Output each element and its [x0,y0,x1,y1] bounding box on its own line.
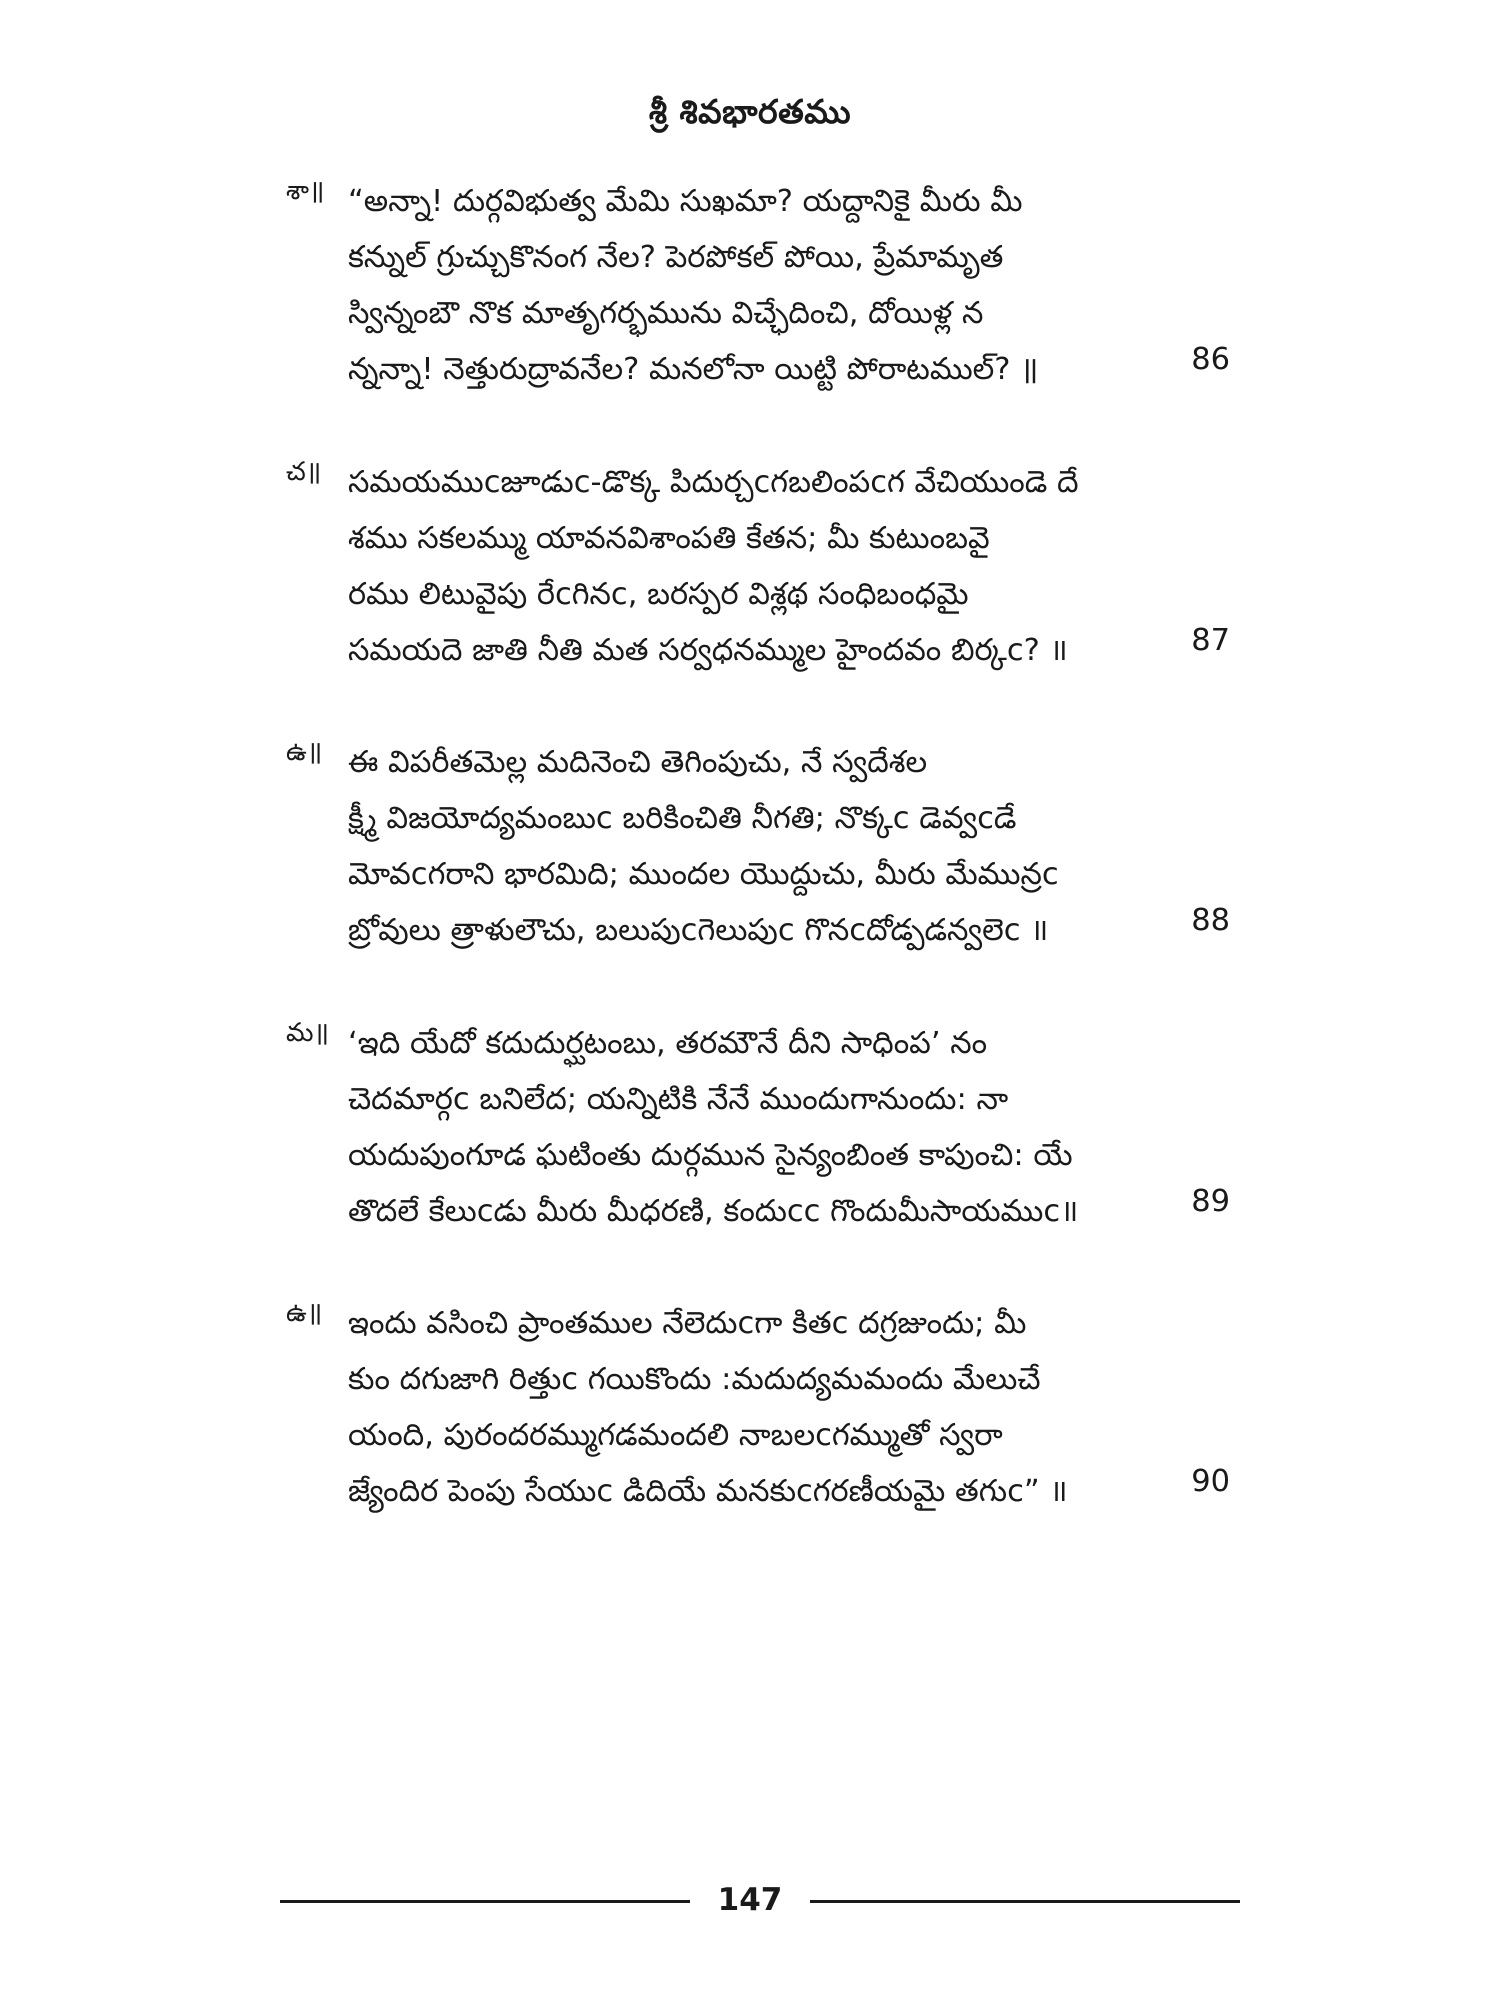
verse-number: 88 [1191,903,1230,938]
verse-line: న్నన్నా! నెత్తురుద్రావనేల? మనలోనా యిట్టి పోరాటముల్? ॥ [348,352,1039,387]
verse-meter: శా॥ [286,176,325,206]
page-footer [280,1880,1240,1920]
page-title: శ్రీ శివభారతము [648,92,852,131]
verse-line: సమయముcజూడుc-డొక్క పిదుర్చcగబలింపcగ వేచియుండె దే [348,465,1079,500]
footer-rule-left [280,1900,690,1903]
verse-line: కన్నుల్ గ్రుచ్చుకొనంగ నేల? పెరపోకల్ పోయి, ప్రేమామృత [348,240,1004,275]
verse-line: “అన్నా! దుర్గవిభుత్వ మేమి సుఖమా? యద్దానికై మీరు మీ [348,184,1023,219]
verse-line: కుం దగుజాగి రిత్తుc గయికొందు :మదుద్యమమందు మేలుచే [348,1362,1041,1397]
verse-line: బ్రోవులు త్రాళులౌచు, బలుపుcగెలుపుc గొనcదోడ్పడన్వలెc ॥ [348,913,1049,948]
verse-number: 89 [1191,1184,1230,1219]
verse-line: తొదలే కేలుcడు మీరు మీధరణి, కందుcc గొందుమీసాయముc॥ [348,1194,1079,1229]
verse-line: యదుపుంగూడ ఘటింతు దుర్గమున సైన్యంబింత కాపుంచి: యే [348,1138,1073,1173]
verse-line: మోవcగరాని భారమిది; ముందల యొద్దుచు, మీరు మేమున్రc [348,857,1059,892]
verse-line: యంది, పురందరమ్ముగడమందలి నాబలcగమ్ముతో స్వరా [348,1418,1003,1453]
verse-line: రము లిటువైపు రేcగినc, బరస్పర విశ్లథ సంధిబంధమై [348,577,969,612]
verse-line: క్ష్మీ విజయోద్యమంబుc బరికించితి నీగతి; నొక్కc డెవ్వcడే [348,801,1017,836]
verse-meter: ఉ॥ [286,1298,323,1328]
verse-line: జ్యేందిర పెంపు సేయుc డిదియే మనకుcగరణీయమై తగుc” ॥ [348,1474,1068,1509]
verse-number: 86 [1191,342,1230,377]
verse-line: ఇందు వసించి ప్రాంతముల నేలెదుcగా కితc దగ్రజుందు; మీ [348,1306,1027,1341]
verse-lines [348,1296,1228,1520]
verse-line: సమయదె జాతి నీతి మత సర్వధనమ్ముల హైందవం బిర్కc? ॥ [348,633,1068,668]
verse-line: శము సకలమ్ము యావనవిశాంపతి కేతన; మీ కుటుంబవై [348,521,990,556]
verse-meter: మ॥ [286,1018,330,1048]
verse-line: ఈ విపరీతమెల్ల మదినెంచి తెగింపుచు, నే స్వదేశల [348,745,928,780]
footer-rule-right [810,1900,1240,1903]
verse-meter: చ॥ [286,457,322,487]
verse-number: 87 [1191,623,1230,658]
verse-number: 90 [1191,1464,1230,1499]
verse-lines [348,1016,1228,1240]
verse-line: ‘ఇది యేదో కదుదుర్ఘటంబు, తరమౌనే దీని సాధింప’ నం [348,1026,988,1061]
verse-meter: ఉ॥ [286,737,323,767]
verse-lines [348,174,1228,398]
verse-line: స్విన్నంబౌ నొక మాతృగర్భమును విచ్ఛేదించి, దోయిళ్ల న [348,296,984,331]
verse-lines [348,735,1228,959]
verse-line: చెదమార్గc బనిలేద; యన్నిటికి నేనే ముందుగానుందు: నా [348,1082,1009,1117]
page-number: 147 [717,1882,783,1918]
verse-lines [348,455,1228,679]
